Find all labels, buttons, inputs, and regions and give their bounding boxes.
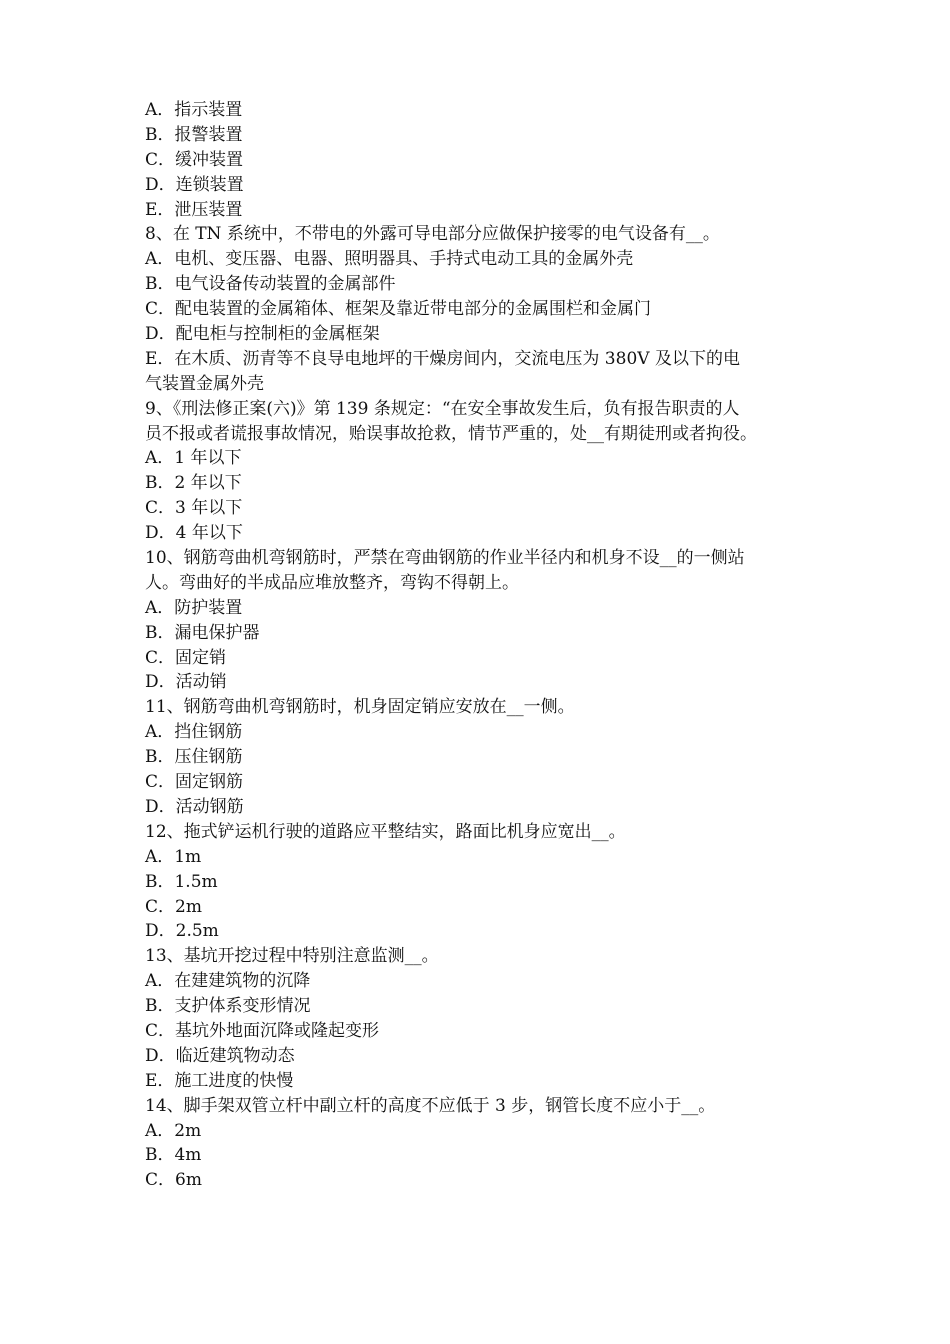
text-line: C．3 年以下 bbox=[145, 498, 243, 519]
answer-option bbox=[145, 1044, 810, 1069]
answer-option bbox=[145, 173, 810, 198]
question-text bbox=[145, 820, 810, 845]
text-line: A．1 年以下 bbox=[145, 448, 242, 469]
answer-option bbox=[145, 770, 810, 795]
text-line: B．支护体系变形情况 bbox=[145, 996, 311, 1017]
text-line: A．电机、变压器、电器、照明器具、手持式电动工具的金属外壳 bbox=[145, 249, 634, 270]
text-line: C．固定销 bbox=[145, 647, 227, 668]
answer-option bbox=[145, 471, 810, 496]
text-line: 人。弯曲好的半成品应堆放整齐，弯钩不得朝上。 bbox=[145, 572, 519, 593]
text-line: 11、钢筋弯曲机弯钢筋时，机身固定销应安放在__一侧。 bbox=[145, 697, 575, 718]
text-line: 气装置金属外壳 bbox=[145, 373, 264, 394]
answer-option bbox=[145, 98, 810, 123]
answer-option bbox=[145, 1019, 810, 1044]
text-line: D．2.5m bbox=[145, 921, 219, 942]
answer-option bbox=[145, 919, 810, 944]
question-text bbox=[145, 944, 810, 969]
text-line: C．固定钢筋 bbox=[145, 772, 244, 793]
answer-option bbox=[145, 720, 810, 745]
answer-option bbox=[145, 148, 810, 173]
answer-option bbox=[145, 1119, 810, 1144]
text-line: D．活动销 bbox=[145, 672, 227, 693]
question-text bbox=[145, 1094, 810, 1119]
answer-option bbox=[145, 322, 810, 347]
text-line: D．配电柜与控制柜的金属框架 bbox=[145, 324, 380, 345]
answer-option bbox=[145, 745, 810, 770]
text-line: 员不报或者谎报事故情况，贻误事故抢救，情节严重的，处__有期徒刑或者拘役。 bbox=[145, 423, 757, 444]
answer-option bbox=[145, 247, 810, 272]
text-line: A．挡住钢筋 bbox=[145, 722, 243, 743]
text-line: 12、拖式铲运机行驶的道路应平整结实，路面比机身应宽出__。 bbox=[145, 821, 626, 842]
text-line: 9、《刑法修正案(六)》第 139 条规定：“在安全事故发生后，负有报告职责的人 bbox=[145, 398, 740, 419]
answer-option bbox=[145, 795, 810, 820]
question-text bbox=[145, 397, 810, 447]
answer-option bbox=[145, 895, 810, 920]
answer-option bbox=[145, 198, 810, 223]
text-line: A．在建建筑物的沉降 bbox=[145, 971, 311, 992]
text-line: B．4m bbox=[145, 1145, 202, 1166]
text-line: 8、在 TN 系统中，不带电的外露可导电部分应做保护接零的电气设备有__。 bbox=[145, 224, 720, 245]
text-line: A．1m bbox=[145, 846, 202, 867]
text-line: B．压住钢筋 bbox=[145, 747, 243, 768]
text-line: E．在木质、沥青等不良导电地坪的干燥房间内，交流电压为 380V 及以下的电 bbox=[145, 348, 740, 369]
answer-option bbox=[145, 596, 810, 621]
text-line: B．报警装置 bbox=[145, 124, 243, 145]
answer-option bbox=[145, 969, 810, 994]
answer-option bbox=[145, 1168, 810, 1193]
text-line: C．基坑外地面沉降或隆起变形 bbox=[145, 1020, 380, 1041]
answer-option bbox=[145, 1069, 810, 1094]
text-line: 13、基坑开挖过程中特别注意监测__。 bbox=[145, 946, 439, 967]
text-line: D．4 年以下 bbox=[145, 523, 243, 544]
answer-option bbox=[145, 646, 810, 671]
text-line: C．6m bbox=[145, 1170, 202, 1191]
answer-option bbox=[145, 297, 810, 322]
answer-option bbox=[145, 347, 810, 397]
text-line: B．1.5m bbox=[145, 871, 218, 892]
answer-option bbox=[145, 446, 810, 471]
text-line: B．2 年以下 bbox=[145, 473, 242, 494]
text-line: D．连锁装置 bbox=[145, 174, 244, 195]
answer-option bbox=[145, 621, 810, 646]
answer-option bbox=[145, 670, 810, 695]
text-line: 14、脚手架双管立杆中副立杆的高度不应低于 3 步，钢管长度不应小于__。 bbox=[145, 1095, 716, 1116]
answer-option bbox=[145, 123, 810, 148]
answer-option bbox=[145, 496, 810, 521]
question-text bbox=[145, 695, 810, 720]
answer-option bbox=[145, 272, 810, 297]
answer-option bbox=[145, 1143, 810, 1168]
text-line: D．临近建筑物动态 bbox=[145, 1045, 295, 1066]
question-text bbox=[145, 222, 810, 247]
answer-option bbox=[145, 521, 810, 546]
text-line: A．防护装置 bbox=[145, 597, 243, 618]
text-line: C．2m bbox=[145, 896, 202, 917]
document-body bbox=[145, 98, 810, 1193]
answer-option bbox=[145, 994, 810, 1019]
text-line: E．泄压装置 bbox=[145, 199, 243, 220]
text-line: E．施工进度的快慢 bbox=[145, 1070, 294, 1091]
text-line: C．缓冲装置 bbox=[145, 149, 244, 170]
text-line: C．配电装置的金属箱体、框架及靠近带电部分的金属围栏和金属门 bbox=[145, 299, 652, 320]
text-line: B．电气设备传动装置的金属部件 bbox=[145, 274, 396, 295]
text-line: B．漏电保护器 bbox=[145, 622, 260, 643]
answer-option bbox=[145, 845, 810, 870]
text-line: D．活动钢筋 bbox=[145, 796, 244, 817]
answer-option bbox=[145, 870, 810, 895]
text-line: 10、钢筋弯曲机弯钢筋时，严禁在弯曲钢筋的作业半径内和机身不设__的一侧站 bbox=[145, 548, 745, 569]
text-line: A．2m bbox=[145, 1120, 202, 1141]
text-line: A．指示装置 bbox=[145, 100, 243, 120]
question-text bbox=[145, 546, 810, 596]
